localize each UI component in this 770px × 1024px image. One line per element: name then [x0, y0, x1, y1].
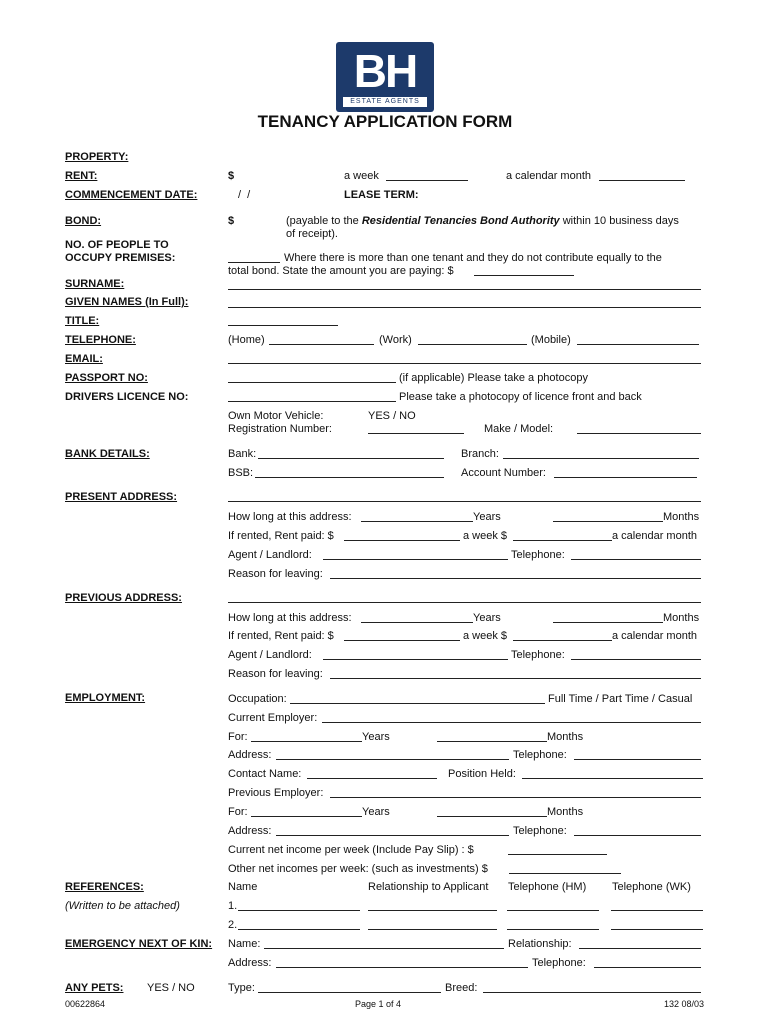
footer-doc-code: 00622864 [65, 999, 106, 1009]
current-employer-field[interactable] [322, 710, 701, 723]
pets-yesno[interactable]: YES / NO [147, 982, 195, 994]
telephone-work-field[interactable] [418, 332, 527, 345]
current-telephone-label: Telephone: [513, 749, 567, 761]
rent-month-field[interactable] [599, 168, 685, 181]
previous-address-field[interactable] [228, 590, 701, 603]
telephone-home-label: (Home) [228, 334, 265, 346]
present-months-field[interactable] [553, 509, 663, 522]
previous-rent-label: If rented, Rent paid: $ [228, 630, 334, 642]
previous-week-field[interactable] [513, 628, 612, 641]
bsb-field[interactable] [255, 465, 444, 478]
passport-note: (if applicable) Please take a photocopy [399, 372, 588, 384]
previous-months-label: Months [663, 612, 700, 624]
ref-2-tel-wk-field[interactable] [611, 917, 703, 930]
pet-type-label: Type: [228, 982, 255, 994]
ref-1-tel-wk-field[interactable] [611, 898, 703, 911]
previous-months-field[interactable] [553, 610, 663, 623]
present-telephone-label: Telephone: [511, 549, 565, 561]
emergency-address-label: Address: [228, 957, 272, 969]
previous-emp-telephone-field[interactable] [574, 823, 701, 836]
previous-how-long-label: How long at this address: [228, 612, 352, 624]
ref-name-header: Name [228, 881, 258, 893]
commencement-date[interactable]: / / [238, 189, 251, 201]
previous-month-label: a calendar month [612, 630, 697, 642]
logo-subtitle: ESTATE AGENTS [350, 98, 420, 105]
own-vehicle-yesno[interactable]: YES / NO [368, 410, 416, 422]
ref-2-relationship-field[interactable] [368, 917, 497, 930]
rent-week-label: a week [344, 170, 379, 182]
previous-years-field[interactable] [361, 610, 473, 623]
employment-type[interactable]: Full Time / Part Time / Casual [548, 693, 693, 705]
footer-version: 132 08/03 [664, 999, 705, 1009]
footer-page-number: Page 1 of 4 [355, 999, 402, 1009]
email-field[interactable] [228, 351, 701, 364]
current-address-field[interactable] [276, 747, 509, 760]
occupy-label-2: OCCUPY PREMISES: [65, 252, 176, 264]
occupy-text-1: Where there is more than one tenant and they do not contribute equally to the [284, 252, 662, 264]
bond-text-2: of receipt). [286, 228, 338, 240]
emergency-telephone-field[interactable] [594, 955, 701, 968]
other-income-field[interactable] [509, 861, 621, 874]
own-vehicle-label: Own Motor Vehicle: [228, 410, 324, 422]
surname-field[interactable] [228, 277, 701, 290]
form-title: TENANCY APPLICATION FORM [257, 112, 513, 131]
pet-breed-label: Breed: [445, 982, 478, 994]
current-for-label: For: [228, 731, 248, 743]
previous-agent-label: Agent / Landlord: [228, 649, 312, 661]
ref-1-tel-hm-field[interactable] [507, 898, 599, 911]
title-label: TITLE: [65, 315, 100, 327]
references-label: REFERENCES: [65, 881, 144, 893]
bond-dollar: $ [228, 215, 235, 227]
occupy-count-field[interactable] [228, 250, 280, 263]
present-how-long-label: How long at this address: [228, 511, 352, 523]
branch-field[interactable] [503, 446, 699, 459]
registration-label: Registration Number: [228, 423, 332, 435]
pets-label: ANY PETS: [65, 982, 124, 994]
previous-reason-label: Reason for leaving: [228, 668, 323, 680]
telephone-mobile-label: (Mobile) [531, 334, 571, 346]
references-note: (Written to be attached) [65, 900, 180, 912]
previous-years-label: Years [362, 806, 390, 818]
branch-label: Branch: [461, 448, 499, 460]
bond-label: BOND: [65, 215, 102, 227]
current-years-label: Years [362, 731, 390, 743]
passport-label: PASSPORT NO: [65, 372, 148, 384]
property-label: PROPERTY: [65, 151, 129, 163]
previous-week-label: a week $ [463, 630, 508, 642]
rent-week-field[interactable] [386, 168, 468, 181]
net-income-field[interactable] [508, 842, 607, 855]
present-month-label: a calendar month [612, 530, 697, 542]
contact-name-field[interactable] [307, 766, 437, 779]
previous-for-label: For: [228, 806, 248, 818]
current-address-label: Address: [228, 749, 272, 761]
previous-months-field[interactable] [437, 804, 547, 817]
previous-years-field[interactable] [251, 804, 362, 817]
occupy-text-2: total bond. State the amount you are paying: $ [228, 265, 454, 277]
account-number-field[interactable] [554, 465, 697, 478]
present-years-field[interactable] [361, 509, 473, 522]
other-income-label: Other net incomes per week: (such as investments) $ [228, 863, 488, 875]
ref-2-name-field[interactable] [238, 917, 360, 930]
employment-label: EMPLOYMENT: [65, 692, 146, 704]
email-label: EMAIL: [65, 353, 103, 365]
bsb-label: BSB: [228, 467, 254, 479]
logo-letters: BH [353, 45, 417, 97]
ref-tel-wk-header: Telephone (WK) [612, 881, 691, 893]
pet-breed-field[interactable] [483, 980, 701, 993]
previous-reason-field[interactable] [330, 666, 701, 679]
previous-agent-field[interactable] [323, 647, 508, 660]
occupy-label-1: NO. OF PEOPLE TO [65, 239, 169, 251]
emergency-name-label: Name: [228, 938, 261, 950]
bond-text: (payable to the Residential Tenancies Bond Authority within 10 business days [286, 215, 679, 227]
licence-label: DRIVERS LICENCE NO: [65, 391, 189, 403]
bank-field[interactable] [258, 446, 444, 459]
rent-dollar: $ [228, 170, 235, 182]
occupation-label: Occupation: [228, 693, 287, 705]
ref-tel-hm-header: Telephone (HM) [508, 881, 587, 893]
present-address-label: PRESENT ADDRESS: [65, 491, 178, 503]
present-months-label: Months [663, 511, 700, 523]
surname-label: SURNAME: [65, 278, 125, 290]
present-agent-label: Agent / Landlord: [228, 549, 312, 561]
previous-telephone-field[interactable] [571, 647, 701, 660]
present-address-field[interactable] [228, 489, 701, 502]
occupation-field[interactable] [290, 691, 545, 704]
bond-share-field[interactable] [474, 263, 574, 276]
title-field[interactable] [228, 313, 338, 326]
telephone-label: TELEPHONE: [65, 334, 136, 346]
present-telephone-field[interactable] [571, 547, 701, 560]
current-telephone-field[interactable] [574, 747, 701, 760]
previous-employer-field[interactable] [330, 785, 701, 798]
previous-months-label: Months [547, 806, 584, 818]
ref-relationship-header: Relationship to Applicant [368, 881, 489, 893]
position-held-field[interactable] [522, 766, 703, 779]
passport-field[interactable] [228, 370, 396, 383]
account-number-label: Account Number: [461, 467, 546, 479]
previous-emp-address-label: Address: [228, 825, 272, 837]
make-model-label: Make / Model: [484, 423, 554, 435]
telephone-mobile-field[interactable] [577, 332, 699, 345]
previous-emp-address-field[interactable] [276, 823, 509, 836]
present-week-field[interactable] [513, 528, 612, 541]
telephone-work-label: (Work) [379, 334, 412, 346]
net-income-label: Current net income per week (Include Pay Slip) : $ [228, 844, 474, 856]
emergency-relationship-field[interactable] [579, 936, 701, 949]
present-rent-label: If rented, Rent paid: $ [228, 530, 334, 542]
licence-note: Please take a photocopy of licence front and back [399, 391, 642, 403]
previous-employer-label: Previous Employer: [228, 787, 324, 799]
registration-field[interactable] [368, 421, 464, 434]
current-months-field[interactable] [437, 729, 547, 742]
ref-row-1-number: 1. [228, 900, 238, 912]
previous-emp-telephone-label: Telephone: [513, 825, 567, 837]
current-months-label: Months [547, 731, 584, 743]
make-model-field[interactable] [577, 421, 701, 434]
telephone-home-field[interactable] [269, 332, 374, 345]
bank-details-label: BANK DETAILS: [65, 448, 150, 460]
emergency-label: EMERGENCY NEXT OF KIN: [65, 938, 213, 950]
present-reason-field[interactable] [330, 566, 701, 579]
present-rent-field[interactable] [344, 528, 460, 541]
lease-term-label: LEASE TERM: [344, 189, 419, 201]
emergency-name-field[interactable] [264, 936, 504, 949]
given-names-label: GIVEN NAMES (In Full): [65, 296, 189, 308]
ref-row-2-number: 2. [228, 919, 238, 931]
present-agent-field[interactable] [323, 547, 508, 560]
current-employer-label: Current Employer: [228, 712, 318, 724]
previous-years-label: Years [473, 612, 501, 624]
bank-label: Bank: [228, 448, 257, 460]
previous-telephone-label: Telephone: [511, 649, 565, 661]
position-held-label: Position Held: [448, 768, 516, 780]
contact-name-label: Contact Name: [228, 768, 302, 780]
present-years-label: Years [473, 511, 501, 523]
emergency-relationship-label: Relationship: [508, 938, 572, 950]
ref-2-tel-hm-field[interactable] [507, 917, 599, 930]
emergency-address-field[interactable] [276, 955, 528, 968]
rent-label: RENT: [65, 170, 98, 182]
previous-address-label: PREVIOUS ADDRESS: [65, 592, 182, 604]
emergency-telephone-label: Telephone: [532, 957, 586, 969]
bh-logo [336, 42, 434, 112]
rent-month-label: a calendar month [506, 170, 591, 182]
previous-rent-field[interactable] [344, 628, 460, 641]
given-names-field[interactable] [228, 295, 701, 308]
present-reason-label: Reason for leaving: [228, 568, 323, 580]
ref-1-name-field[interactable] [238, 898, 360, 911]
present-week-label: a week $ [463, 530, 508, 542]
pet-type-field[interactable] [258, 980, 441, 993]
current-years-field[interactable] [251, 729, 362, 742]
commencement-label: COMMENCEMENT DATE: [65, 189, 198, 201]
licence-field[interactable] [228, 389, 396, 402]
ref-1-relationship-field[interactable] [368, 898, 497, 911]
